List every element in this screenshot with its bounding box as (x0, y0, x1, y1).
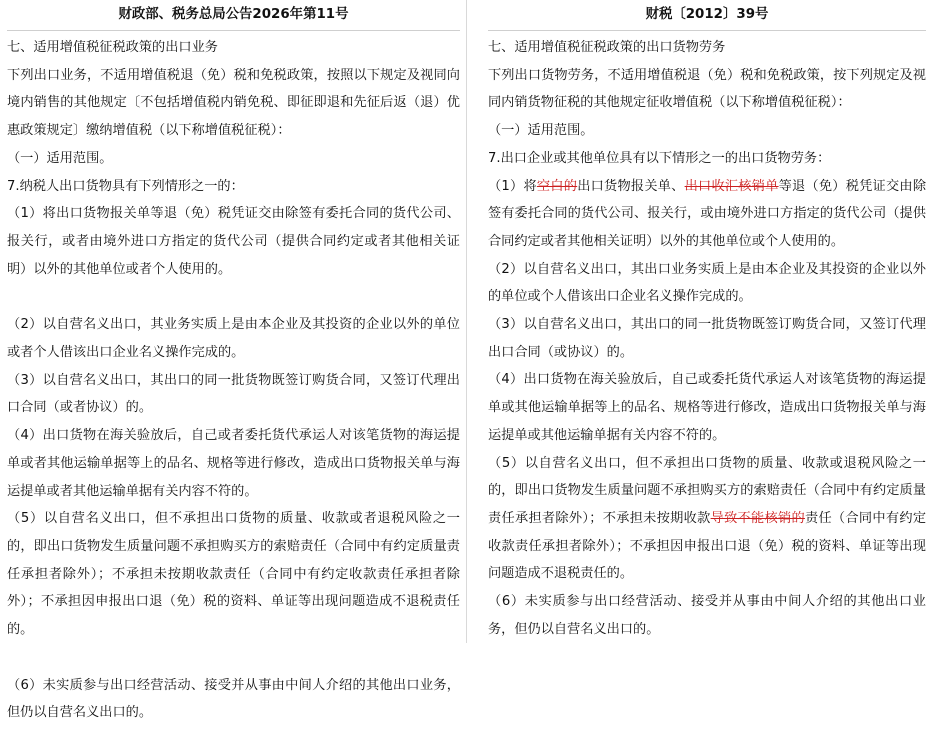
left-column-title: 财政部、税务总局公告2026年第11号 (7, 0, 460, 31)
left-item-7-heading: 7.纳税人出口货物具有下列情形之一的： (7, 178, 244, 194)
right-column (466, 0, 930, 643)
left-column (0, 0, 466, 727)
right-clause-1-text: （1）将 (488, 178, 537, 194)
right-clause-3: （3）以自营名义出口，其出口的同一批货物既签订购货合同，又签订代理出口合同（或协议）的。 (488, 317, 926, 360)
right-clause-4: （4）出口货物在海关验放后，自己或委托货代承运人对该笔货物的海运提单或其他运输单据等上的品名、规格等进行修改，造成出口货物报关单与海运提单或其他运输单据有关内容不符的。 (488, 372, 926, 443)
right-clause-5-text: 责任（合同中有约定收款责任承担者除外）；不承担因申报出口退（免）税的资料、单证等出现问题造成不退税责任的。 (488, 510, 927, 582)
right-clause-1 (488, 173, 926, 256)
right-clause-1-text: 等退（免）税凭证交由除签有委托合同的货代公司、报关行，或由境外进口方指定的货代公司（提供合同约定或者其他相关证明）以外的其他单位或个人使用的。 (488, 178, 927, 249)
right-clause-5-text: （5）以自营名义出口，但不承担出口货物的质量、收款或退税风险之一的，即出口货物发生质量问题不承担购买方的索赔责任（合同中有约定质量责任承担者除外）；不承担未按期收款 (488, 455, 926, 526)
left-clause-4: （4）出口货物在海关验放后，自己或者委托货代承运人对该笔货物的海运提单或者其他运输单据等上的品名、规格等进行修改，造成出口货物报关单与海运提单或者其他运输单据有关内容不符的。 (7, 428, 460, 499)
left-scope-heading: （一）适用范围。 (7, 150, 113, 166)
right-column-title: 财税〔2012〕39号 (488, 0, 926, 31)
left-intro-paragraph: 下列出口业务，不适用增值税退（免）税和免税政策，按照以下规定及视同向境内销售的其他规定〔不包括增值税内销免税、即征即退和先征后返（退）优惠政策规定〕缴纳增值税（以下称增值税征税）： (7, 67, 460, 139)
deleted-text: 空白的 (536, 178, 578, 194)
left-clause-6: （6）未实质参与出口经营活动、接受并从事由中间人介绍的其他出口业务，但仍以自营名义出口的。 (7, 677, 460, 721)
left-spacer (7, 644, 460, 672)
right-scope-heading: （一）适用范围。 (488, 123, 594, 139)
deleted-text: 导致不能核销的 (710, 510, 805, 526)
right-item-7-heading: 7.出口企业或其他单位具有以下情形之一的出口货物劳务： (488, 150, 831, 166)
right-clause-6: （6）未实质参与出口经营活动、接受并从事由中间人介绍的其他出口业务，但仍以自营名义出口的。 (488, 594, 926, 637)
left-clause-1: （1）将出口货物报关单等退（免）税凭证交由除签有委托合同的货代公司、报关行，或者由境外进口方指定的货代公司（提供合同约定或者其他相关证明）以外的其他单位或者个人使用的。 (7, 206, 460, 277)
right-intro-paragraph: 下列出口货物劳务，不适用增值税退（免）税和免税政策，按下列规定及视同内销货物征税的其他规定征收增值税（以下称增值税征税）： (488, 67, 926, 111)
right-clause-2: （2）以自营名义出口，其出口业务实质上是由本企业及其投资的企业以外的单位或个人借该出口企业名义操作完成的。 (488, 261, 926, 305)
left-clause-5: （5）以自营名义出口，但不承担出口货物的质量、收款或者退税风险之一的，即出口货物发生质量问题不承担购买方的索赔责任（合同中有约定质量责任承担者除外）；不承担未按期收款责任（合同中有约定收款责任承担者除外）；不承担因申报出口退（免）税的资料、单证等出现问题造成不退税责任的。 (7, 511, 460, 638)
right-clause-1-text: 出口货物报关单、 (577, 178, 685, 194)
right-section-heading: 七、适用增值税征税政策的出口货物劳务 (488, 40, 726, 55)
deleted-text: 出口收汇核销单 (684, 178, 779, 194)
right-clause-5 (488, 450, 926, 589)
left-section-heading: 七、适用增值税征税政策的出口业务 (7, 40, 218, 55)
left-clause-2: （2）以自营名义出口，其业务实质上是由本企业及其投资的企业以外的单位或者个人借该出口企业名义操作完成的。 (7, 317, 460, 361)
left-clause-3: （3）以自营名义出口，其出口的同一批货物既签订购货合同，又签订代理出口合同（或者协议）的。 (7, 372, 460, 416)
left-spacer (7, 283, 460, 311)
